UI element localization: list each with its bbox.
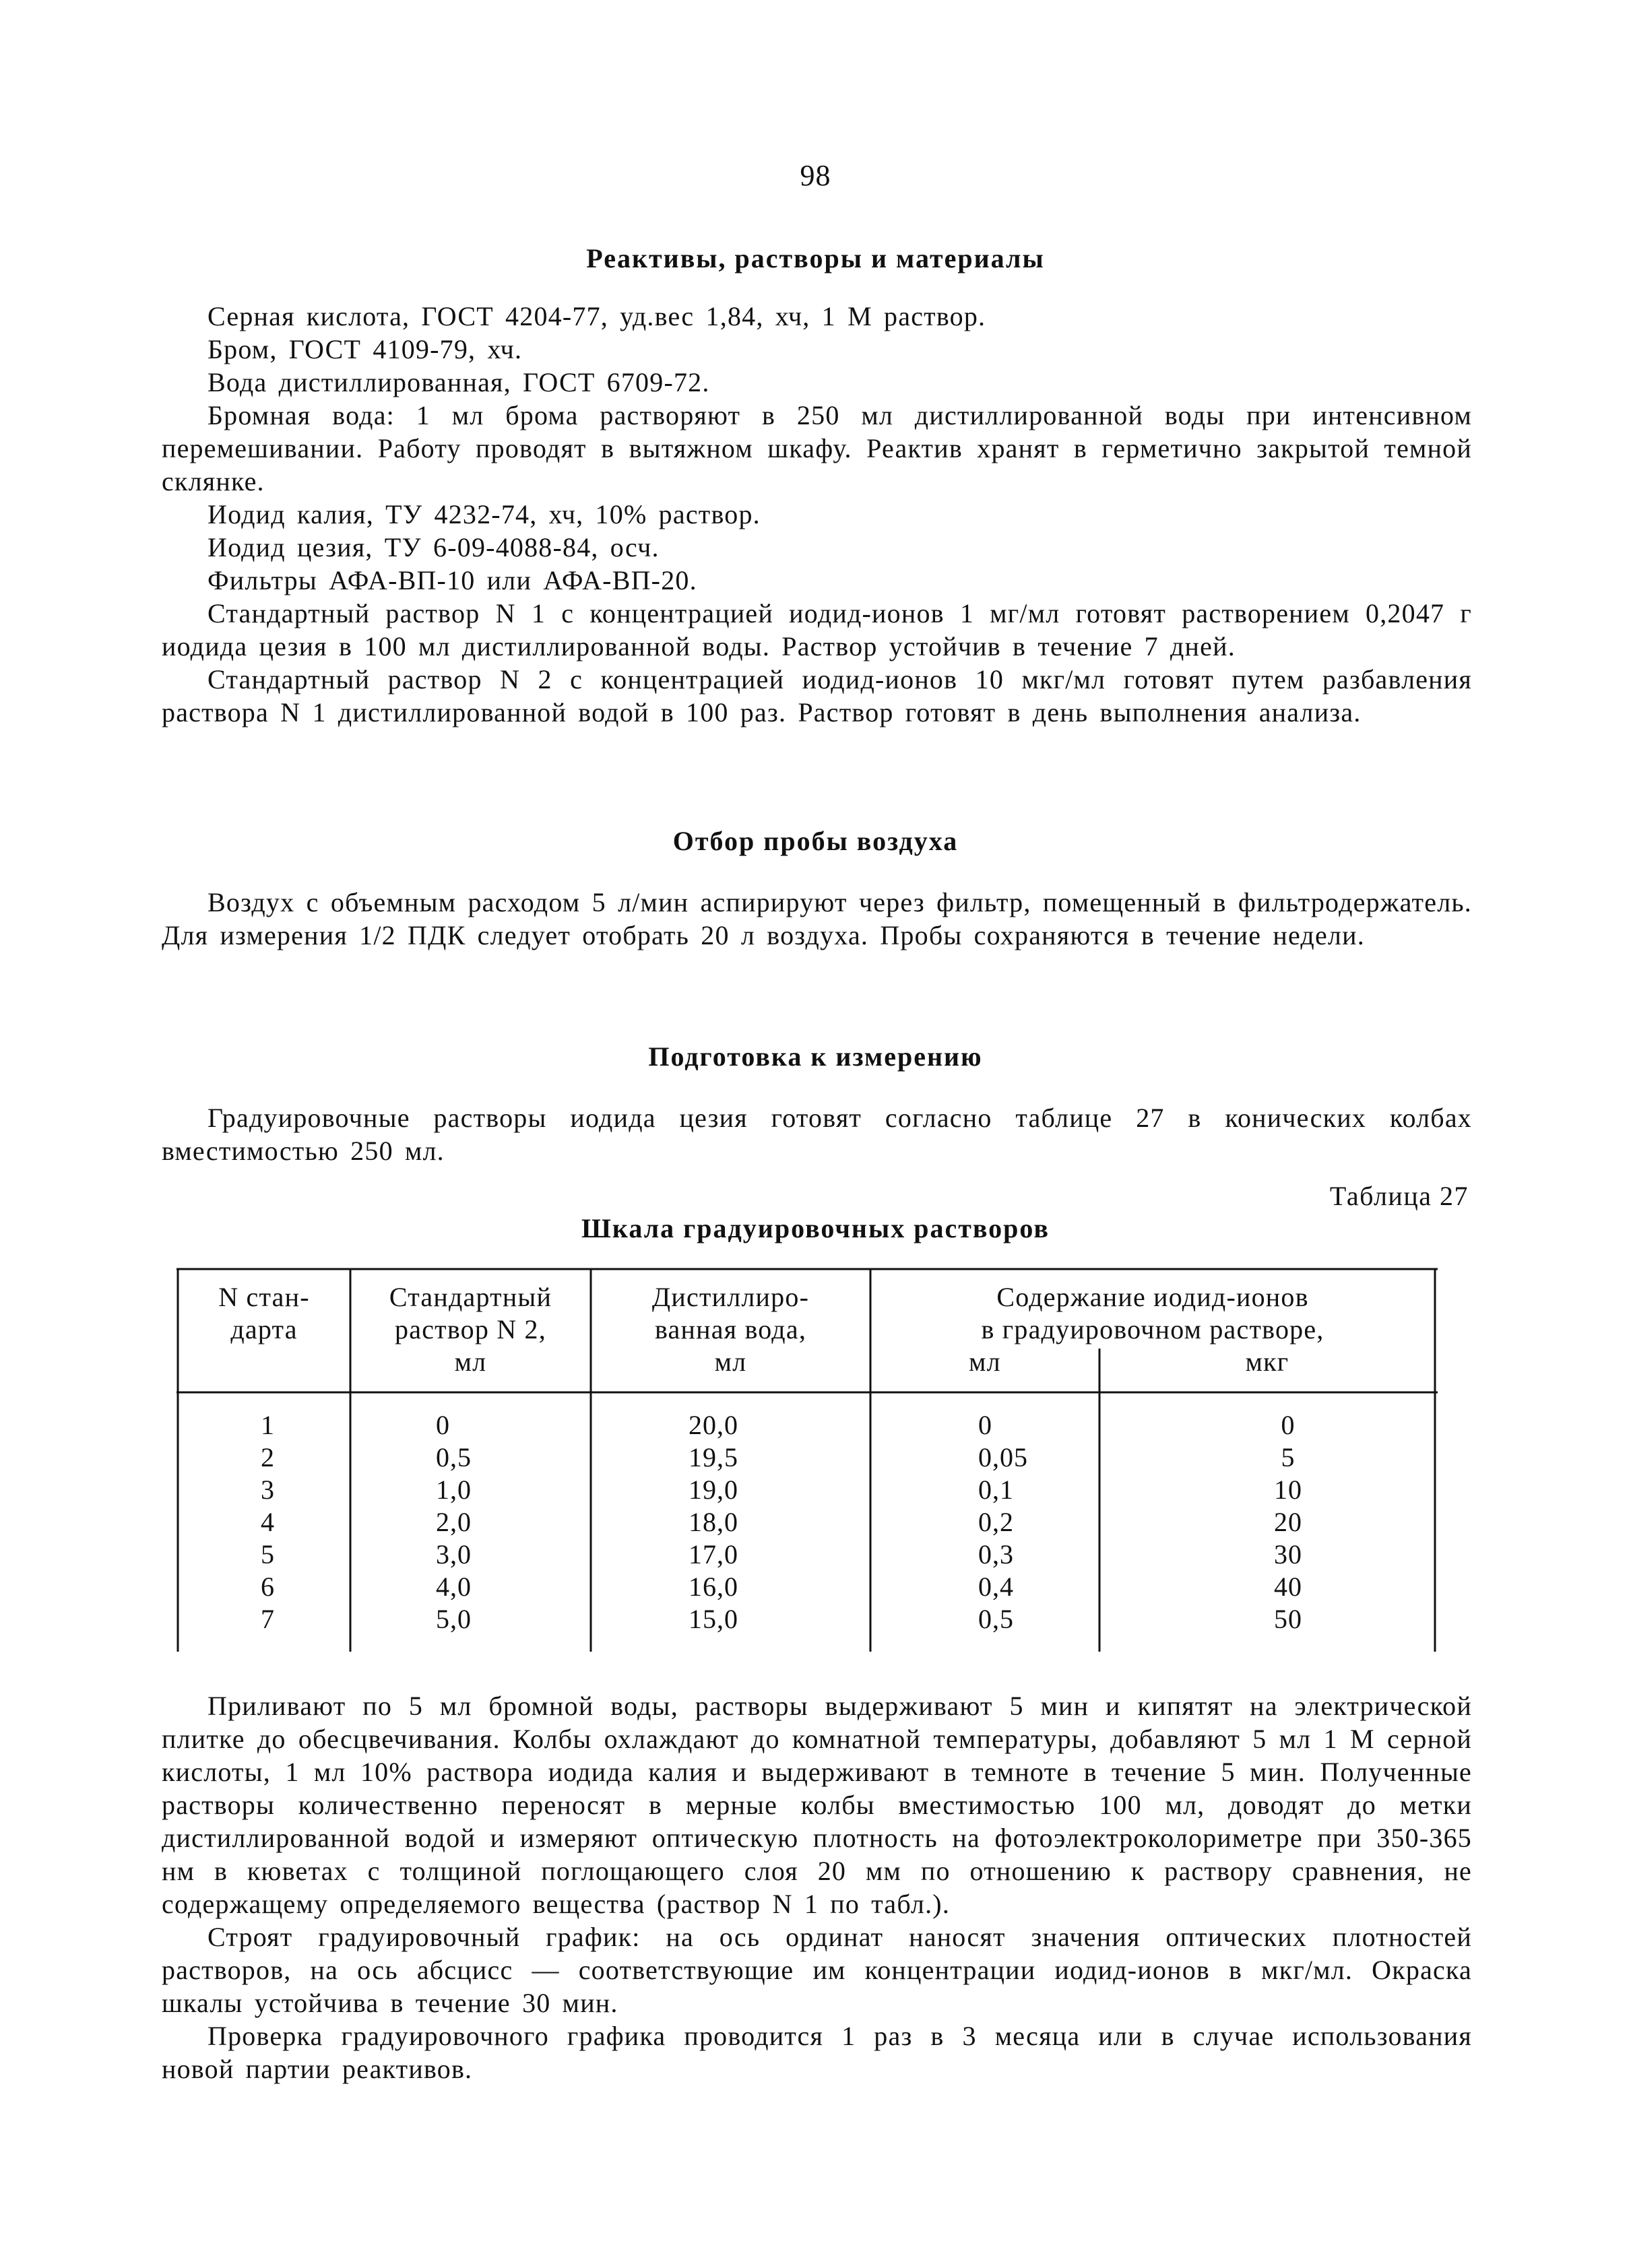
section-title-reagents: Реактивы, растворы и материалы	[586, 243, 1045, 273]
calibration-table	[177, 1268, 1438, 1652]
cell: 40	[1274, 1572, 1302, 1602]
header-sub-mkg: мкг	[1245, 1347, 1289, 1377]
cell: 5	[261, 1539, 275, 1569]
cell: 17,0	[689, 1539, 738, 1569]
cell: 0,5	[978, 1604, 1014, 1634]
section-title-preparation: Подготовка к измерению	[648, 1041, 983, 1072]
cell: 0	[436, 1410, 450, 1440]
paragraph: Строят градуировочный график: на ось ординат наносят значения оптических плотностей растворов, на ось абсцисс — соответствующие им концентрации иодид-ионов в мкг/мл. Окраска шкалы устойчива в течение 30 мин.	[162, 1922, 1472, 2018]
header-col-solution: Стандартный раствор N 2, мл	[389, 1282, 552, 1377]
cell: 10	[1274, 1475, 1302, 1505]
cell: 0,1	[978, 1475, 1014, 1505]
cell: 0,2	[978, 1507, 1014, 1537]
table-title: Шкала градуировочных растворов	[581, 1213, 1050, 1243]
cell: 3	[261, 1475, 275, 1505]
cell: 5,0	[436, 1604, 472, 1634]
cell: 50	[1274, 1604, 1302, 1634]
paragraph: Проверка градуировочного графика проводится 1 раз в 3 месяца или в случае использования новой партии реактивов.	[162, 2021, 1472, 2084]
cell: 20,0	[689, 1410, 738, 1440]
paragraph: Воздух с объемным расходом 5 л/мин аспирируют через фильтр, помещенный в фильтродержатель. Для измерения 1/2 ПДК следует отобрать 20 л воздуха. Пробы сохраняются в течение недели.	[162, 887, 1472, 950]
cell: 0,5	[436, 1442, 472, 1472]
cell: 30	[1274, 1539, 1302, 1569]
cell: 1,0	[436, 1475, 472, 1505]
column-water	[689, 1409, 738, 1635]
page-number: 98	[800, 159, 831, 192]
reagent-line: Серная кислота, ГОСТ 4204-77, уд.вес 1,84, хч, 1 М раствор.	[207, 301, 986, 331]
cell: 2	[261, 1442, 275, 1472]
header-col-standard: N стан- дарта	[218, 1282, 310, 1344]
section-title-sampling: Отбор пробы воздуха	[672, 826, 959, 856]
cell: 5	[1281, 1442, 1296, 1472]
cell: 4,0	[436, 1572, 472, 1602]
column-solution	[436, 1409, 472, 1635]
reagent-line: Иодид цезия, ТУ 6-09-4088-84, осч.	[207, 532, 660, 562]
cell: 7	[261, 1604, 275, 1634]
cell: 6	[261, 1572, 275, 1602]
column-standard	[261, 1409, 275, 1635]
paragraph: Градуировочные растворы иодида цезия готовят согласно таблице 27 в конических колбах вместимостью 250 мл.	[162, 1103, 1472, 1166]
sampling-text	[162, 886, 1472, 952]
reagent-line: Вода дистиллированная, ГОСТ 6709-72.	[207, 367, 710, 397]
reagent-line: Стандартный раствор N 2 с концентрацией иодид-ионов 10 мкг/мл готовят путем разбавления раствора N 1 дистиллированной водой в 100 раз. Раствор готовят в день выполнения анализа.	[162, 664, 1472, 727]
cell: 2,0	[436, 1507, 472, 1537]
procedure-text	[162, 1689, 1472, 2085]
cell: 0,3	[978, 1539, 1014, 1569]
reagent-line: Бромная вода: 1 мл брома растворяют в 250 мл дистиллированной воды при интенсивном перемешивании. Работу проводят в вытяжном шкафу. Реактив хранят в герметично закрытой темной склянке.	[162, 400, 1472, 496]
header-sub-ml: мл	[969, 1347, 1001, 1377]
column-content-mkg	[1248, 1409, 1329, 1635]
column-content-ml	[978, 1409, 1028, 1635]
reagent-line: Иодид калия, ТУ 4232-74, хч, 10% раствор.	[207, 499, 761, 529]
header-col-content: Содержание иодид-ионов в градуировочном растворе,	[981, 1282, 1324, 1344]
table-number: Таблица 27	[1329, 1181, 1469, 1211]
cell: 1	[261, 1410, 275, 1440]
reagent-line: Бром, ГОСТ 4109-79, хч.	[207, 334, 523, 364]
header-col-water: Дистиллиро- ванная вода, мл	[651, 1282, 810, 1377]
preparation-text	[162, 1101, 1472, 1167]
cell: 0,05	[978, 1442, 1028, 1472]
cell: 15,0	[689, 1604, 738, 1634]
cell: 19,5	[689, 1442, 738, 1472]
reagent-line: Фильтры АФА-ВП-10 или АФА-ВП-20.	[207, 565, 697, 595]
paragraph: Приливают по 5 мл бромной воды, растворы выдерживают 5 мин и кипятят на электрической плитке до обесцвечивания. Колбы охлаждают до комнатной температуры, добавляют 5 мл 1 М серной кислоты, 1 мл 10% раствора иодида калия и выдерживают в темноте в течение 5 мин. Полученные растворы количественно переносят в мерные колбы вместимостью 100 мл, доводят до метки дистиллированной водой и измеряют оптическую плотность на фотоэлектроколориметре при 350-365 нм в кюветах с толщиной поглощающего слоя 20 мм по отношению к раствору сравнения, не содержащему определяемого вещества (раствор N 1 по табл.).	[162, 1691, 1472, 1919]
cell: 16,0	[689, 1572, 738, 1602]
reagents-list	[162, 300, 1472, 729]
cell: 3,0	[436, 1539, 472, 1569]
cell: 0,4	[978, 1572, 1014, 1602]
cell: 20	[1274, 1507, 1302, 1537]
cell: 18,0	[689, 1507, 738, 1537]
cell: 4	[261, 1507, 275, 1537]
cell: 19,0	[689, 1475, 738, 1505]
cell: 0	[1281, 1410, 1296, 1440]
reagent-line: Стандартный раствор N 1 с концентрацией иодид-ионов 1 мг/мл готовят растворением 0,2047 г иодида цезия в 100 мл дистиллированной воды. Раствор устойчив в течение 7 дней.	[162, 598, 1472, 661]
cell: 0	[978, 1410, 992, 1440]
